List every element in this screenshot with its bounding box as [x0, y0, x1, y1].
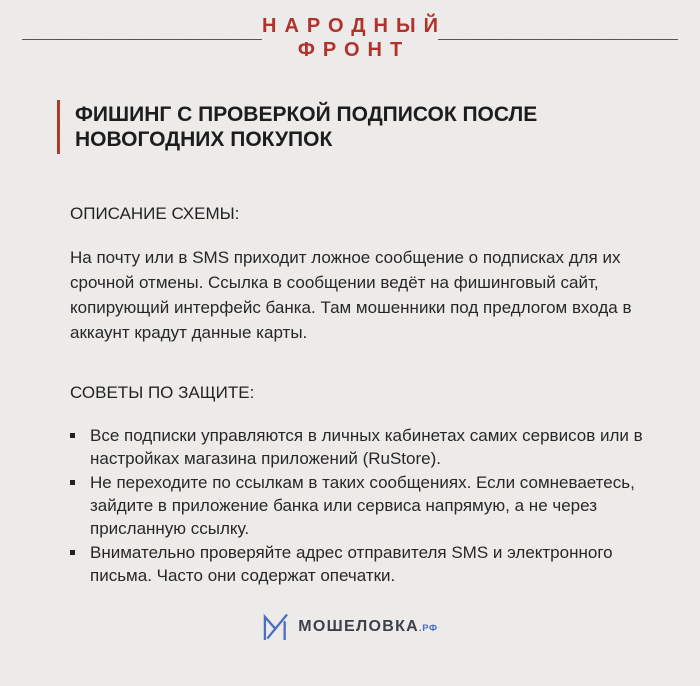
bullet-square-icon — [70, 433, 75, 438]
logo-text: МОШЕЛОВКА — [298, 617, 419, 635]
tip-text: Внимательно проверяйте адрес отправителя SMS и электронного письма. Часто они содержат опечатки. — [90, 543, 613, 585]
list-item — [70, 471, 648, 540]
brand-line2: ФРОНТ — [297, 39, 411, 61]
page-title — [57, 100, 644, 154]
description-text: На почту или в SMS приходит ложное сообщение о подписках для их срочной отмены. Ссылка в сообщении ведёт на фишинговый сайт, копирующий интерфейс банка. Там мошенники под предлогом входа в аккаунт крадут данные карты. — [70, 248, 632, 342]
header-rule-left — [22, 39, 262, 40]
page-title-line1: ФИШИНГ С ПРОВЕРКОЙ ПОДПИСОК ПОСЛЕ — [75, 103, 538, 126]
mosheolovka-m-icon — [262, 612, 289, 641]
list-item — [70, 424, 648, 470]
tip-text: Не переходите по ссылкам в таких сообщениях. Если сомневаетесь, зайдите в приложение банка или сервиса напрямую, а не через присланную ссылку. — [90, 473, 635, 538]
footer-logo — [0, 612, 700, 641]
brand-logo — [0, 14, 700, 62]
logo-wordmark — [298, 618, 438, 636]
logo-suffix: .РФ — [419, 622, 438, 634]
brand-line1: НАРОДНЫЙ — [262, 15, 446, 37]
description-heading: ОПИСАНИЕ СХЕМЫ: — [70, 204, 240, 223]
bullet-square-icon — [70, 480, 75, 485]
list-item — [70, 541, 648, 587]
brand-header — [0, 0, 700, 76]
tips-list — [70, 424, 652, 587]
bullet-square-icon — [70, 550, 75, 555]
page-title-line2: НОВОГОДНИХ ПОКУПОК — [75, 128, 333, 151]
header-rule-right — [438, 39, 678, 40]
tip-text: Все подписки управляются в личных кабинетах самих сервисов или в настройках магазина приложений (RuStore). — [90, 426, 643, 468]
tips-heading: СОВЕТЫ ПО ЗАЩИТЕ: — [70, 383, 255, 402]
